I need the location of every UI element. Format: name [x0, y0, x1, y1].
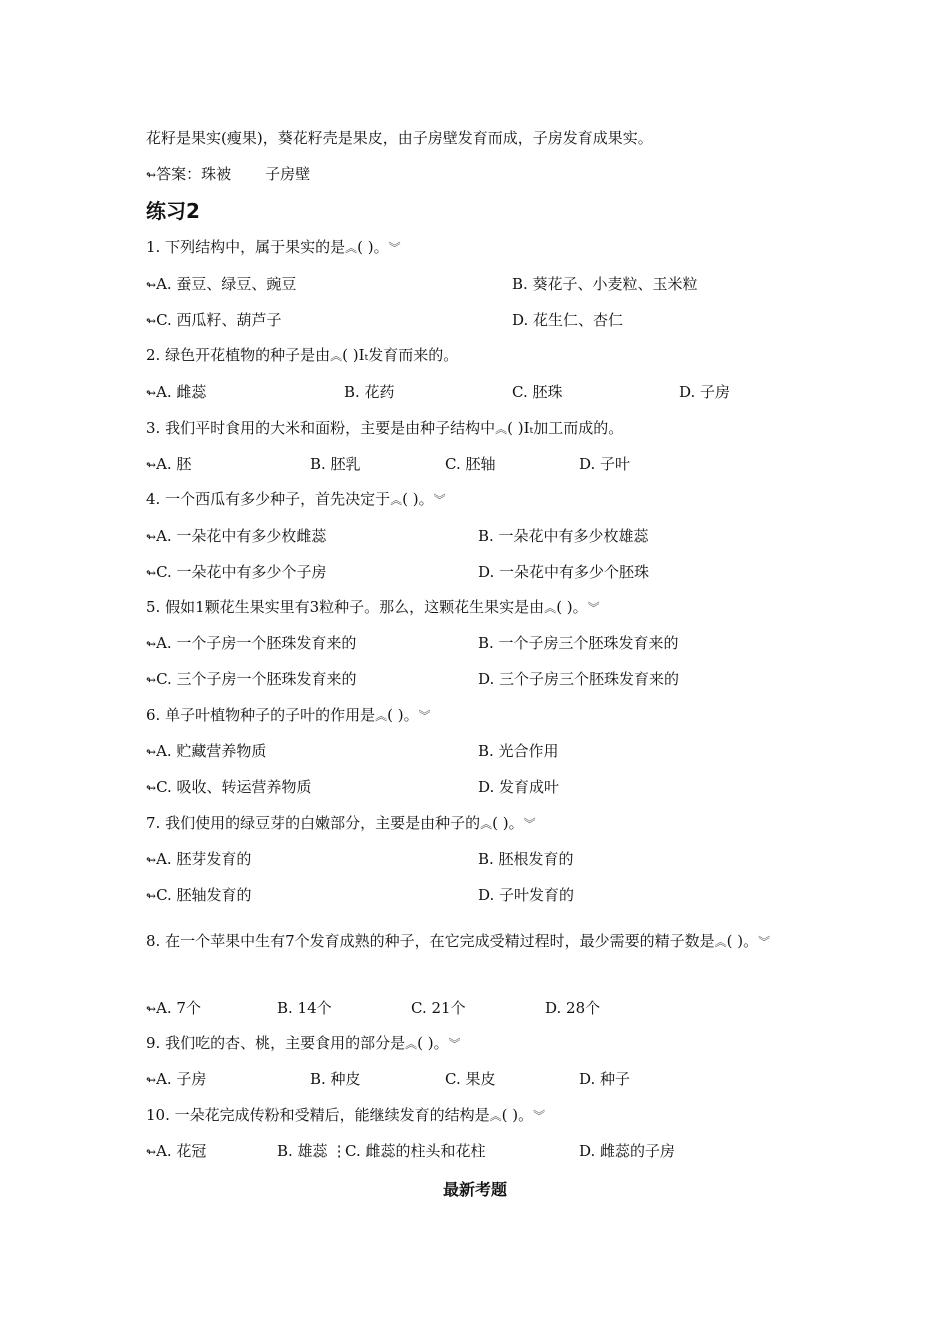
question-2 [146, 345, 458, 366]
sub-mark-icon: Iₜ [358, 346, 369, 364]
q8-option-a [146, 998, 201, 1019]
q9-option-d [579, 1069, 630, 1089]
option-text: A. 一朵花中有多少枚雌蕊 [156, 527, 327, 545]
option-text: A. 子房 [156, 1070, 207, 1088]
close-mark-icon: ︾ [587, 601, 600, 615]
option-text: A. 胚芽发育的 [156, 850, 252, 868]
close-mark-icon: ︾ [523, 817, 536, 831]
open-mark-icon: ︽ [489, 1109, 502, 1123]
bullet-icon: ↬ [146, 673, 157, 687]
option-text: D. 雌蕊的子房 [579, 1142, 676, 1160]
option-text: A. 7个 [156, 999, 201, 1017]
bullet-icon: ↬ [146, 566, 157, 580]
option-text: C. 胚轴 [445, 455, 496, 473]
bullet-icon: ↬ [146, 1073, 157, 1087]
option-text: D. 种子 [579, 1070, 631, 1088]
q7-option-d [478, 885, 574, 905]
q7-option-a [146, 849, 251, 870]
q4-option-b [478, 526, 649, 546]
option-text: B. 一朵花中有多少枚雄蕊 [478, 527, 649, 545]
option-text: B. 葵花子、小麦粒、玉米粒 [512, 275, 698, 293]
option-text: C. 西瓜籽、葫芦子 [156, 311, 282, 329]
option-text: B. 花药 [344, 383, 395, 401]
q3-option-a [146, 454, 191, 475]
bullet-icon: ↬ [146, 530, 157, 544]
bullet-icon: ↬ [146, 386, 157, 400]
option-text: D. 发育成叶 [478, 778, 560, 796]
bullet-icon: ↬ [146, 458, 157, 472]
open-mark-icon: ︽ [714, 935, 727, 949]
bullet-icon: ↬ [146, 853, 157, 867]
question-blank: ( )。 [357, 238, 389, 256]
question-blank: ( )。 [387, 706, 419, 724]
option-text: A. 雌蕊 [156, 383, 207, 401]
open-mark-icon: ︽ [345, 241, 358, 255]
q4-option-d [478, 562, 649, 582]
open-mark-icon: ︽ [544, 601, 557, 615]
q6-option-d [478, 777, 559, 797]
option-text: D. 一朵花中有多少个胚珠 [478, 563, 650, 581]
separator-mark: ⋮ [331, 1142, 347, 1160]
q6-option-c [146, 777, 312, 798]
sub-mark-icon: Iₜ [523, 419, 534, 437]
q2-option-c [512, 382, 562, 402]
open-mark-icon: ︽ [405, 1037, 418, 1051]
q4-option-a [146, 526, 326, 547]
question-9 [146, 1033, 461, 1054]
bullet-icon: ↬ [146, 314, 157, 328]
option-text: A. 蚕豆、绿豆、豌豆 [156, 275, 297, 293]
option-text: C. 果皮 [445, 1070, 496, 1088]
question-blank: ( ) [507, 419, 524, 437]
option-text: D. 28个 [545, 999, 601, 1017]
question-tail: 发育而来的。 [368, 346, 459, 364]
q1-option-d [512, 310, 623, 330]
answer-label: 答案：珠被 [156, 165, 232, 183]
option-text: A. 花冠 [156, 1142, 207, 1160]
q8-option-c [411, 998, 466, 1018]
bullet-icon: ↬ [146, 781, 157, 795]
option-text: D. 子叶 [579, 455, 631, 473]
q1-option-b [512, 274, 698, 294]
q5-option-b [478, 633, 679, 653]
q8-option-d [545, 998, 600, 1018]
answer-line [146, 164, 310, 185]
question-7 [146, 813, 536, 834]
question-8 [146, 921, 810, 962]
q10-option-c [345, 1141, 485, 1161]
q3-option-d [579, 454, 630, 474]
bullet-icon: ↬ [146, 168, 157, 182]
bullet-icon: ↬ [146, 1002, 157, 1016]
option-text: B. 种皮 [310, 1070, 361, 1088]
question-blank: ( )。 [556, 598, 588, 616]
close-mark-icon: ︾ [433, 493, 446, 507]
q10-option-b [277, 1141, 347, 1161]
question-3 [146, 418, 623, 439]
open-mark-icon: ︽ [375, 709, 388, 723]
q6-option-b [478, 741, 559, 761]
question-stem: 6. 单子叶植物种子的子叶的作用是 [146, 706, 376, 724]
option-text: C. 雌蕊的柱头和花柱 [345, 1142, 486, 1160]
q3-option-b [310, 454, 361, 474]
question-blank: ( )。 [417, 1034, 449, 1052]
option-text: C. 21个 [411, 999, 466, 1017]
question-blank: ( )。 [501, 1106, 534, 1124]
question-stem: 2. 绿色开花植物的种子是由 [146, 346, 331, 364]
close-mark-icon: ︾ [418, 709, 431, 723]
option-text: C. 吸收、转运营养物质 [156, 778, 312, 796]
open-mark-icon: ︽ [495, 422, 508, 436]
option-text: B. 胚乳 [310, 455, 361, 473]
section-heading: 练习2 [146, 199, 200, 223]
question-stem: 1. 下列结构中，属于果实的是 [146, 238, 346, 256]
q2-option-b [344, 382, 395, 402]
question-stem: 5. 假如1颗花生果实里有3粒种子。那么，这颗花生果实是由 [146, 598, 545, 616]
bullet-icon: ↬ [146, 278, 157, 292]
q7-option-b [478, 849, 574, 869]
question-stem: 7. 我们使用的绿豆芽的白嫩部分，主要是由种子的 [146, 814, 481, 832]
q1-option-c [146, 310, 282, 331]
question-4 [146, 489, 446, 510]
q2-option-d [679, 382, 730, 402]
option-text: B. 14个 [277, 999, 332, 1017]
q5-option-a [146, 633, 356, 654]
option-text: C. 一朵花中有多少个子房 [156, 563, 327, 581]
answer-tail: 子房壁 [265, 165, 311, 183]
q8-option-b [277, 998, 332, 1018]
question-stem: 4. 一个西瓜有多少种子，首先决定于 [146, 490, 391, 508]
option-text: B. 光合作用 [478, 742, 559, 760]
question-blank: ( )。 [726, 932, 759, 950]
option-text: C. 胚珠 [512, 383, 563, 401]
close-mark-icon: ︾ [758, 935, 771, 949]
option-text: B. 雄蕊 [277, 1142, 328, 1160]
question-blank: ( ) [342, 346, 359, 364]
question-blank: ( )。 [402, 490, 434, 508]
open-mark-icon: ︽ [330, 349, 343, 363]
q10-option-a [146, 1141, 206, 1162]
option-text: B. 胚根发育的 [478, 850, 574, 868]
question-blank: ( )。 [492, 814, 524, 832]
option-text: A. 胚 [156, 455, 192, 473]
q9-option-b [310, 1069, 361, 1089]
open-mark-icon: ︽ [480, 817, 493, 831]
q1-option-a [146, 274, 296, 295]
option-text: B. 一个子房三个胚珠发育来的 [478, 634, 679, 652]
bullet-icon: ↬ [146, 637, 157, 651]
bullet-icon: ↬ [146, 745, 157, 759]
option-text: A. 一个子房一个胚珠发育来的 [156, 634, 357, 652]
option-text: D. 子叶发育的 [478, 886, 575, 904]
q2-option-a [146, 382, 206, 403]
close-mark-icon: ︾ [388, 241, 401, 255]
bullet-icon: ↬ [146, 1145, 157, 1159]
q7-option-c [146, 885, 252, 906]
q10-option-d [579, 1141, 675, 1161]
question-stem: 10. 一朵花完成传粉和受精后，能继续发育的结构是 [146, 1106, 490, 1124]
q6-option-a [146, 741, 266, 762]
close-mark-icon: ︾ [448, 1037, 461, 1051]
q9-option-c [445, 1069, 495, 1089]
q5-option-c [146, 669, 357, 690]
option-text: D. 三个子房三个胚珠发育来的 [478, 670, 680, 688]
question-5 [146, 597, 600, 618]
question-stem: 8. 在一个苹果中生有7个发育成熟的种子，在它完成受精过程时，最少需要的精子数是 [146, 932, 715, 950]
q4-option-c [146, 562, 327, 583]
option-text: C. 胚轴发育的 [156, 886, 252, 904]
open-mark-icon: ︽ [390, 493, 403, 507]
q3-option-c [445, 454, 495, 474]
q5-option-d [478, 669, 679, 689]
option-text: A. 贮藏营养物质 [156, 742, 267, 760]
question-6 [146, 705, 431, 726]
question-1 [146, 237, 401, 258]
option-text: D. 花生仁、杏仁 [512, 311, 624, 329]
close-mark-icon: ︾ [533, 1109, 546, 1123]
footer-title: 最新考题 [442, 1180, 507, 1199]
option-text: C. 三个子房一个胚珠发育来的 [156, 670, 357, 688]
question-stem: 9. 我们吃的杏、桃，主要食用的部分是 [146, 1034, 406, 1052]
q9-option-a [146, 1069, 206, 1090]
question-10 [146, 1105, 545, 1126]
question-stem: 3. 我们平时食用的大米和面粉，主要是由种子结构中 [146, 419, 496, 437]
option-text: D. 子房 [679, 383, 731, 401]
intro-line: 花籽是果实(瘦果)，葵花籽壳是果皮，由子房壁发育而成，子房发育成果实。 [146, 129, 653, 147]
question-tail: 加工而成的。 [533, 419, 624, 437]
bullet-icon: ↬ [146, 889, 157, 903]
